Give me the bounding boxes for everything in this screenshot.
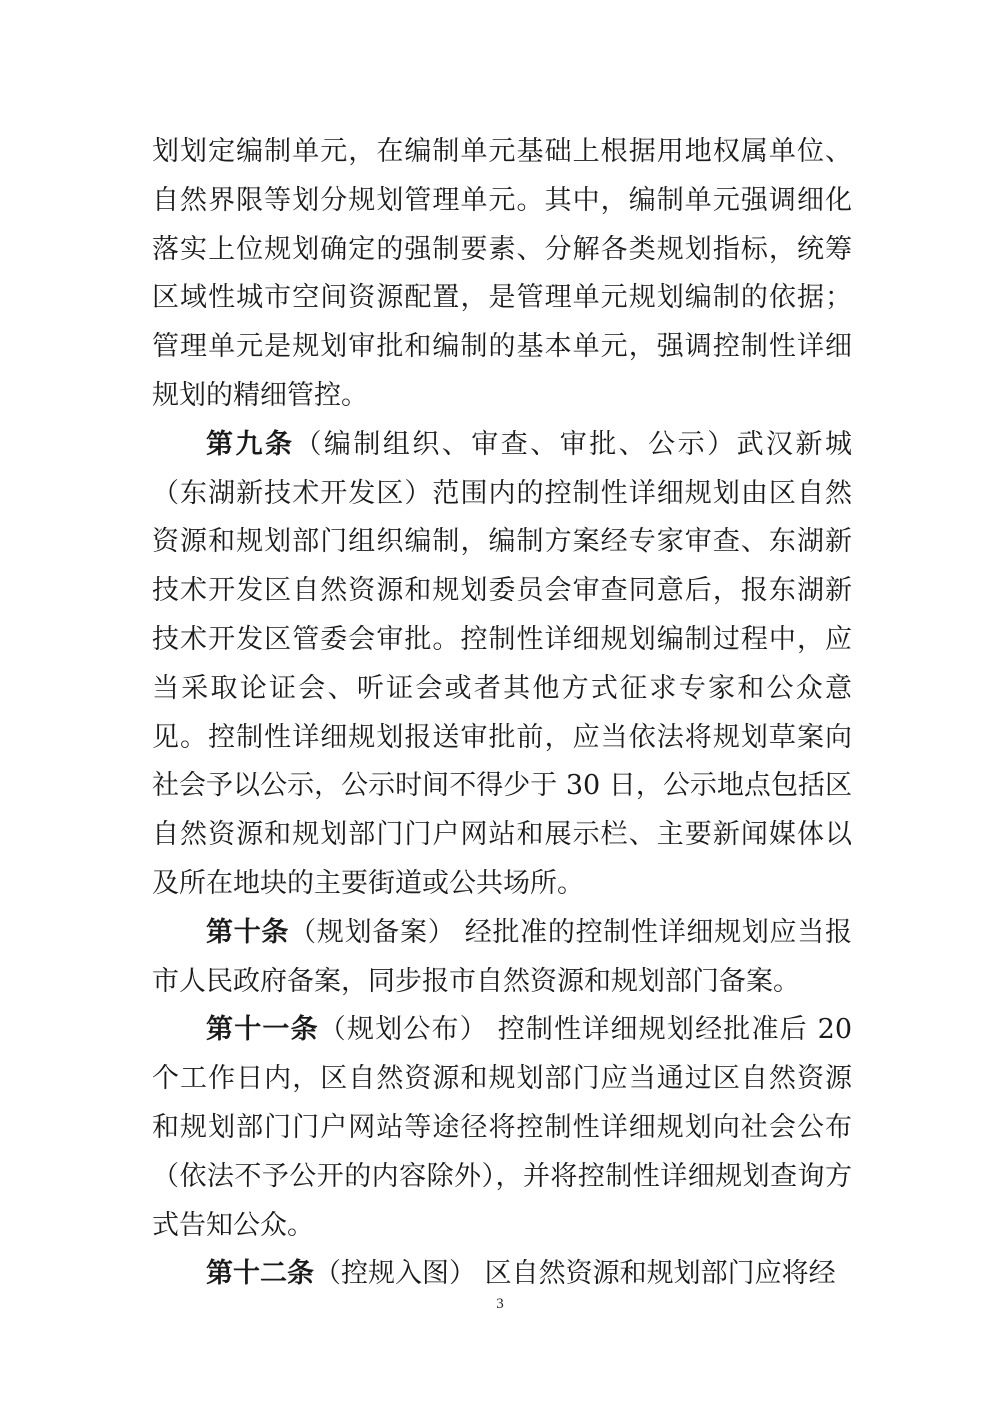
page-number: 3 <box>496 1296 504 1312</box>
article-text: （编制组织、审查、审批、公示）武汉新城（东湖新技术开发区）范围内的控制性详细规划由区自然资源和规划部门组织编制，编制方案经专家审查、东湖新技术开发区自然资源和规划委员会审查同意后，报东湖新技术开发区管委会审批。控制性详细规划编制过程中，应当采取论证会、听证会或者其他方式征求专家和公众意见。控制性详细规划报送审批前，应当依法将规划草案向社会予以公示，公示时间不得少于 30 日，公示地点包括区自然资源和规划部门门户网站和展示栏、主要新闻媒体以及所在地块的主要街道或公共场所。 <box>152 428 853 899</box>
article-9 <box>152 421 852 909</box>
article-title: 第九条 <box>206 428 295 460</box>
article-12 <box>152 1250 852 1299</box>
paragraph-continuation <box>152 128 852 421</box>
article-text: （规划公布） 控制性详细规划经批准后 20 个工作日内，区自然资源和规划部门应当通过区自然资源和规划部门门户网站等途径将控制性详细规划向社会公布（依法不予公开的内容除外），并将控制性详细规划查询方式告知公众。 <box>152 1014 852 1241</box>
article-11 <box>152 1006 852 1250</box>
article-text: （规划备案） 经批准的控制性详细规划应当报市人民政府备案，同步报市自然资源和规划部门备案。 <box>152 916 852 997</box>
article-10 <box>152 909 852 1007</box>
paragraph-text: 划划定编制单元，在编制单元基础上根据用地权属单位、自然界限等划分规划管理单元。其中，编制单元强调细化落实上位规划确定的强制要素、分解各类规划指标，统筹区域性城市空间资源配置，是管理单元规划编制的依据；管理单元是规划审批和编制的基本单元，强调控制性详细规划的精细管控。 <box>152 136 852 411</box>
article-title: 第十一条 <box>206 1014 319 1046</box>
article-title: 第十二条 <box>206 1258 314 1290</box>
document-body <box>152 128 852 1299</box>
article-title: 第十条 <box>206 916 290 948</box>
article-text: （控规入图） 区自然资源和规划部门应将经 <box>314 1258 836 1290</box>
